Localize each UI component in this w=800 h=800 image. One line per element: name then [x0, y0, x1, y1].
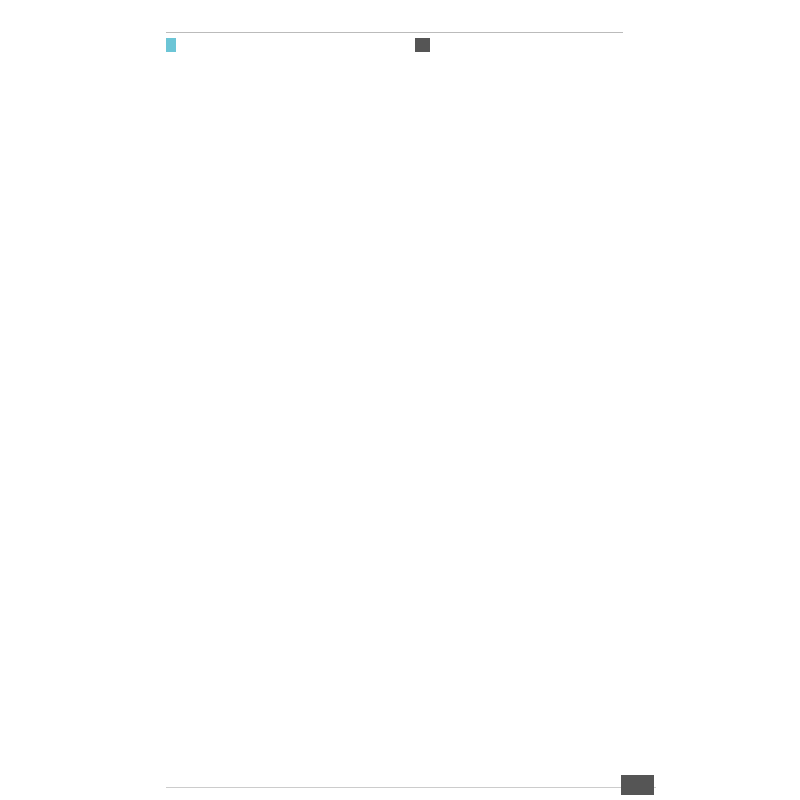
header-divider [166, 32, 623, 33]
footer-divider [166, 787, 656, 788]
page-number [621, 775, 654, 795]
consigne-title [166, 58, 386, 78]
consigne-tag [166, 38, 176, 52]
conseil-tag [415, 38, 430, 52]
